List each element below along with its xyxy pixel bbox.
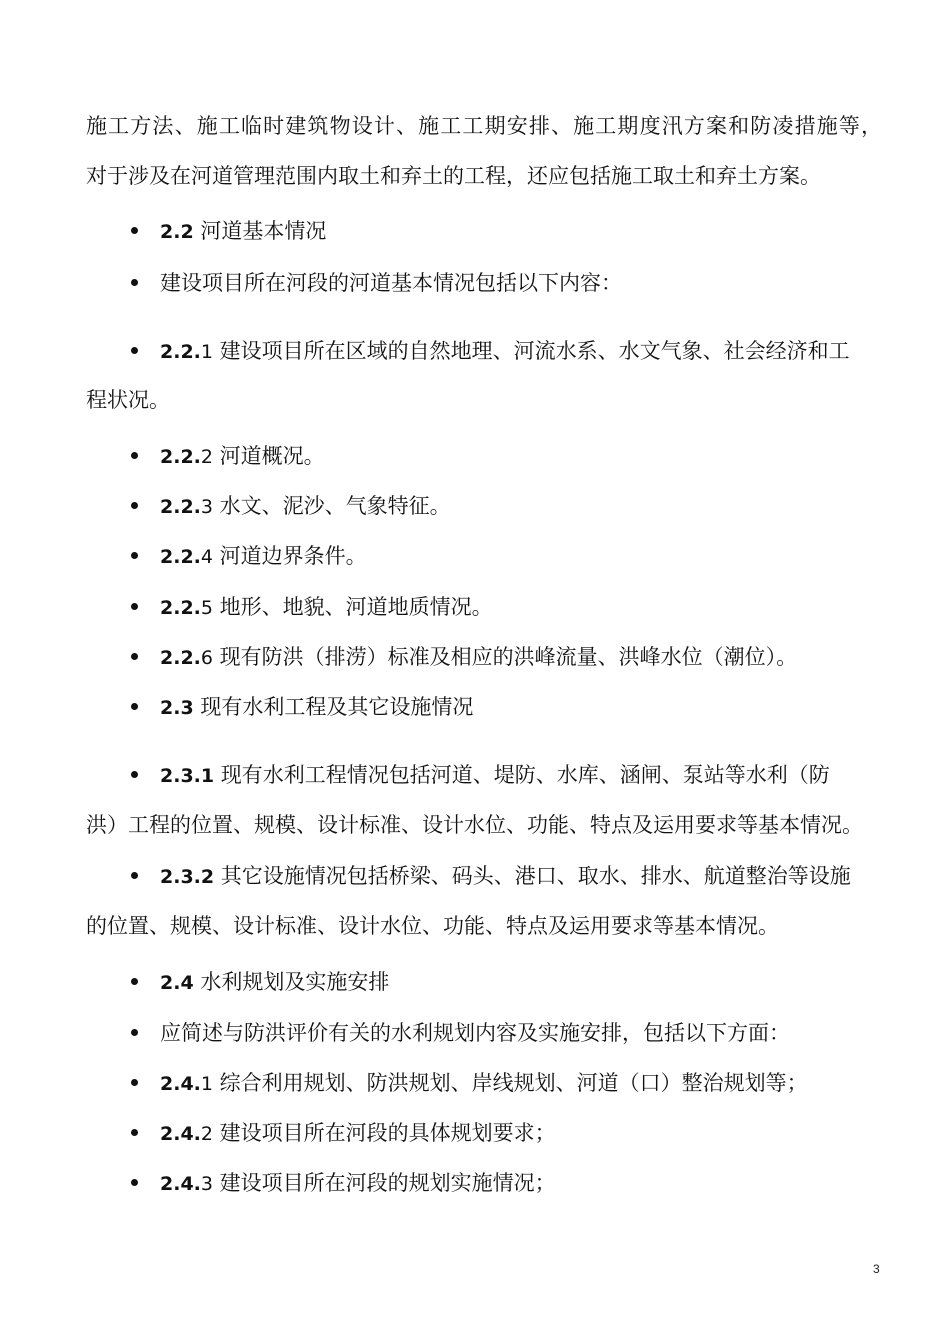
section-number-suffix: 3 [200,1173,213,1195]
intro-line-1: 施工方法、施工临时建筑物设计、施工工期安排、施工期度汛方案和防凌措施等， [86,114,882,138]
item-text: 现有水利工程及其它设施情况 [200,695,474,719]
item-text: 应简述与防洪评价有关的水利规划内容及实施安排，包括以下方面： [160,1021,790,1045]
item-text: 建设项目所在区域的自然地理、河流水系、水文气象、社会经济和工 [219,339,850,363]
section-number: 2.2. [160,647,201,669]
bullet-icon [131,1179,138,1186]
section-number-suffix: 1 [200,1073,213,1095]
item-text: 河道边界条件。 [219,544,367,568]
bullet-icon [131,653,138,660]
bullet-icon [131,279,138,286]
item-text: 综合利用规划、防洪规划、岸线规划、河道（口）整治规划等； [219,1071,808,1095]
list-item [131,492,451,521]
bullet-icon [131,771,138,778]
bullet-icon [131,978,138,985]
section-number-suffix: 2 [200,1123,213,1145]
list-item [131,693,473,722]
section-number: 2.4. [160,1173,201,1195]
list-item [131,862,851,891]
item-continuation: 洪）工程的位置、规模、设计标准、设计水位、功能、特点及运用要求等基本情况。 [86,813,863,837]
bullet-icon [131,502,138,509]
bullet-icon [131,1129,138,1136]
item-text: 建设项目所在河段的规划实施情况； [219,1171,556,1195]
bullet-icon [131,1029,138,1036]
section-number: 2.3 [160,697,194,719]
item-text: 其它设施情况包括桥梁、码头、港口、取水、排水、航道整治等设施 [220,864,851,888]
section-number-suffix: 3 [200,496,213,518]
list-item [131,269,622,297]
section-number: 2.2. [160,597,201,619]
item-continuation: 的位置、规模、设计标准、设计水位、功能、特点及运用要求等基本情况。 [86,914,779,938]
bullet-icon [131,227,138,234]
item-text: 河道基本情况 [200,219,327,243]
section-number: 2.4 [160,972,194,994]
section-number-suffix: 4 [200,546,213,568]
list-item [131,1169,556,1198]
intro-line-2: 对于涉及在河道管理范围内取土和弃土的工程，还应包括施工取土和弃土方案。 [86,164,821,188]
list-item [131,217,326,246]
list-item [131,542,367,571]
item-text: 水利规划及实施安排 [200,970,390,994]
bullet-icon [131,872,138,879]
section-number: 2.4. [160,1123,201,1145]
item-text: 现有水利工程情况包括河道、堤防、水库、涵闸、泵站等水利（防 [220,763,830,787]
section-number-suffix: 1 [200,341,213,363]
list-item [131,593,493,622]
bullet-icon [131,552,138,559]
section-number: 2.2. [160,341,201,363]
list-item [131,968,389,997]
item-text: 现有防洪（排涝）标准及相应的洪峰流量、洪峰水位（潮位）。 [219,645,798,669]
list-item [131,761,830,790]
list-item [131,1069,808,1098]
section-number: 2.4. [160,1073,201,1095]
list-item [131,1019,790,1047]
list-item [131,442,325,471]
section-number-suffix: 2 [200,446,213,468]
bullet-icon [131,603,138,610]
bullet-icon [131,347,138,354]
section-number: 2.2 [160,221,194,243]
section-number-suffix: 6 [200,647,213,669]
bullet-icon [131,452,138,459]
list-item [131,337,850,366]
section-number-suffix: 5 [200,597,213,619]
item-text: 地形、地貌、河道地质情况。 [219,595,493,619]
item-text: 建设项目所在河段的具体规划要求； [219,1121,556,1145]
section-number: 2.3.1 [160,765,215,787]
list-item [131,1119,556,1148]
section-number: 2.2. [160,496,201,518]
item-text: 建设项目所在河段的河道基本情况包括以下内容： [160,271,622,295]
bullet-icon [131,1079,138,1086]
list-item [131,643,797,672]
item-text: 水文、泥沙、气象特征。 [219,494,451,518]
page-number: 3 [873,1262,880,1276]
item-text: 河道概况。 [219,444,325,468]
section-number: 2.3.2 [160,866,215,888]
section-number: 2.2. [160,546,201,568]
section-number: 2.2. [160,446,201,468]
bullet-icon [131,703,138,710]
item-continuation: 程状况。 [86,388,170,412]
